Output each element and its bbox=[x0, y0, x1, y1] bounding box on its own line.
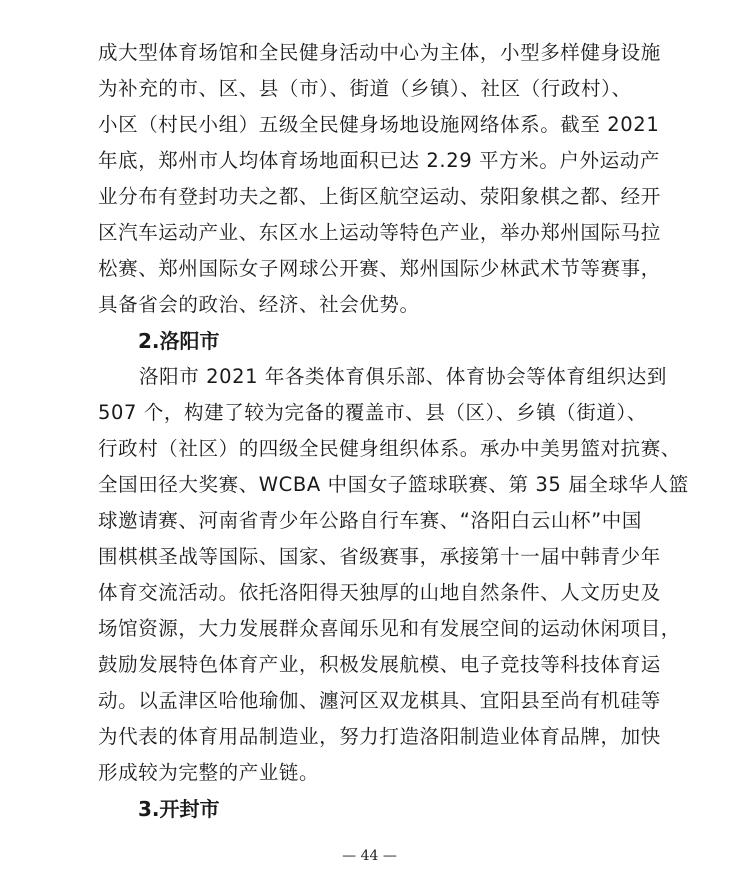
paragraph-line: 区汽车运动产业、东区水上运动等特色产业，举办郑州国际马拉 bbox=[98, 221, 661, 244]
paragraph-line: 成大型体育场馆和全民健身活动中心为主体，小型多样健身设施 bbox=[98, 41, 661, 64]
paragraph-line: 年底，郑州市人均体育场地面积已达 2.29 平方米。户外运动产 bbox=[98, 149, 660, 172]
page-number: — 44 — bbox=[342, 848, 397, 864]
paragraph-line: 507 个，构建了较为完备的覆盖市、县（区）、乡镇（街道）、 bbox=[98, 401, 647, 424]
paragraph-line: 球邀请赛、河南省青少年公路自行车赛、“洛阳白云山杯”中国 bbox=[98, 509, 643, 532]
paragraph-line: 体育交流活动。依托洛阳得天独厚的山地自然条件、人文历史及 bbox=[98, 581, 661, 604]
paragraph-line: 场馆资源，大力发展群众喜闻乐见和有发展空间的运动休闲项目， bbox=[98, 617, 681, 640]
paragraph-line: 行政村（社区）的四级全民健身组织体系。承办中美男篮对抗赛、 bbox=[98, 437, 681, 460]
paragraph-line: 具备省会的政治、经济、社会优势。 bbox=[98, 293, 420, 316]
paragraph-line: 为代表的体育用品制造业，努力打造洛阳制造业体育品牌，加快 bbox=[98, 725, 661, 748]
paragraph-line: 小区（村民小组）五级全民健身场地设施网络体系。截至 2021 bbox=[98, 113, 660, 136]
section-heading-kaifeng: 3.开封市 bbox=[138, 797, 220, 821]
paragraph-line: 全国田径大奖赛、WCBA 中国女子篮球联赛、第 35 届全球华人篮 bbox=[98, 473, 689, 496]
paragraph-line: 鼓励发展特色体育产业，积极发展航模、电子竞技等科技体育运 bbox=[98, 653, 661, 676]
paragraph-line: 洛阳市 2021 年各类体育俱乐部、体育协会等体育组织达到 bbox=[139, 365, 667, 388]
paragraph-line: 为补充的市、区、县（市）、街道（乡镇）、社区（行政村）、 bbox=[98, 77, 632, 100]
paragraph-line: 动。以孟津区哈他瑜伽、瀍河区双龙棋具、宜阳县至尚有机硅等 bbox=[98, 689, 661, 712]
paragraph-line: 形成较为完整的产业链。 bbox=[98, 761, 320, 784]
section-heading-luoyang: 2.洛阳市 bbox=[138, 329, 220, 353]
paragraph-line: 围棋棋圣战等国际、国家、省级赛事，承接第十一届中韩青少年 bbox=[98, 545, 661, 568]
paragraph-line: 业分布有登封功夫之都、上街区航空运动、荥阳象棋之都、经开 bbox=[98, 185, 661, 208]
paragraph-line: 松赛、郑州国际女子网球公开赛、郑州国际少林武术节等赛事， bbox=[98, 257, 661, 280]
